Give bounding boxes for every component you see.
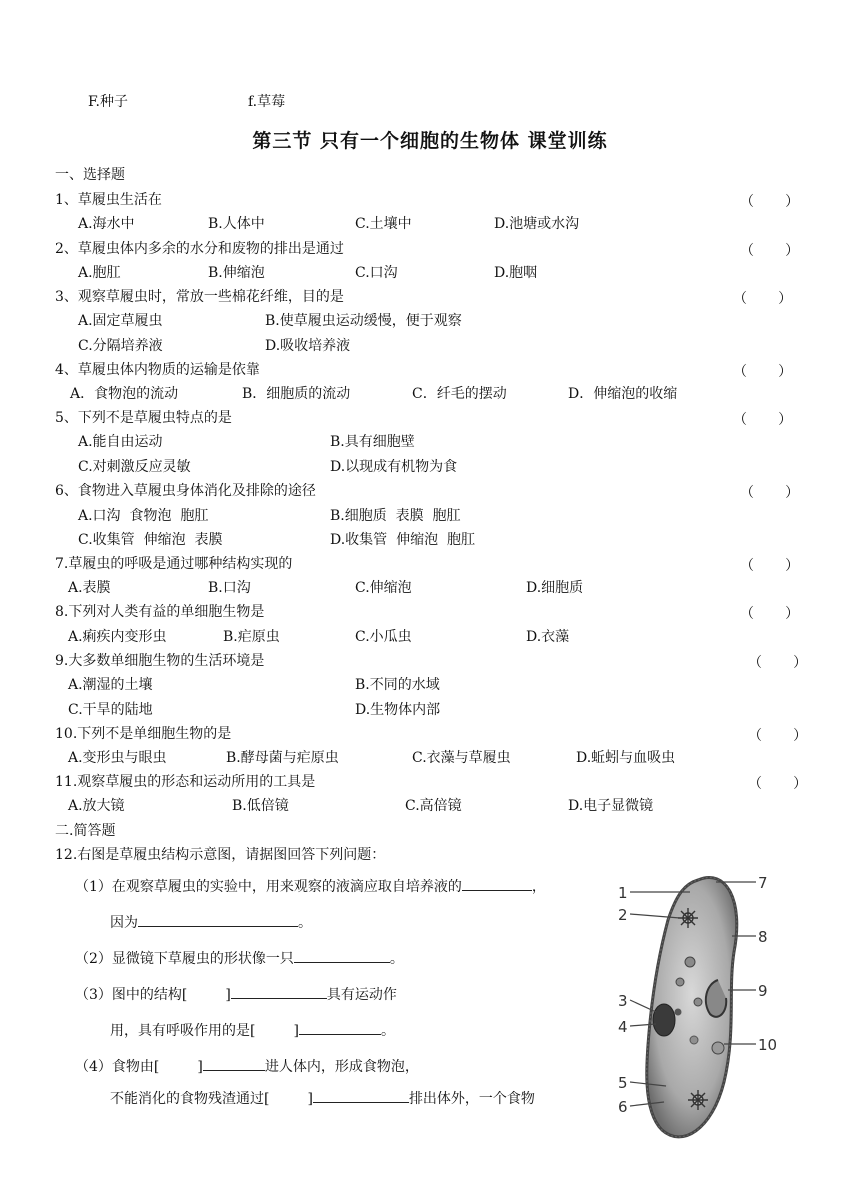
diagram-label-8: 8 [758,928,768,946]
q11-option-c: C.高倍镜 [405,798,462,814]
q4-option-d: D．伸缩泡的收缩 [568,386,678,402]
q12-part1-text: （1）在观察草履虫的实验中，用来观察的液滴应取自培养液的 [75,879,462,895]
q7-option-c: C.伸缩泡 [355,580,412,596]
q12-blank-1b[interactable] [138,912,298,927]
answer-paren-1[interactable]: （ ） [740,194,800,210]
q5-option-d: D.以现成有机物为食 [330,459,458,475]
q12-part1-line1 [75,876,546,896]
q3-option-d: D.吸收培养液 [265,338,351,354]
q9-option-c: C.干旱的陆地 [68,702,153,718]
q12-part3-text: （3）图中的结构[ [75,987,188,1003]
q8-option-b: B.疟原虫 [223,629,280,645]
q12-part4-text: （4）食物由[ [75,1059,160,1075]
q3-option-a: A.固定草履虫 [78,313,163,329]
answer-paren-3[interactable]: （ ） [733,291,793,307]
contractile-vacuole-bottom [688,1090,708,1110]
q3-option-c: C.分隔培养液 [78,338,163,354]
diagram-label-10: 10 [758,1036,778,1054]
answer-paren-8[interactable]: （ ） [740,606,800,622]
q1-option-a: A.海水中 [78,216,135,232]
q5-option-b: B.具有细胞壁 [330,434,415,450]
question-10-stem: 10.下列不是单细胞生物的是 [55,726,232,742]
q9-option-a: A.潮湿的土壤 [68,677,153,693]
q5-option-c: C.对刺激反应灵敏 [78,459,191,475]
q4-option-a: A．食物泡的流动 [70,386,179,402]
question-6-stem: 6、食物进入草履虫身体消化及排除的途径 [55,483,316,499]
question-1-stem: 1、草履虫生活在 [55,192,162,208]
paramecium-diagram [606,862,806,1162]
q9-option-b: B.不同的水域 [355,677,440,693]
answer-paren-11[interactable]: （ ） [748,776,808,792]
q5-option-a: A.能自由运动 [78,434,163,450]
q12-blank-4a[interactable] [203,1056,265,1071]
diagram-label-3: 3 [618,992,628,1010]
option-F-seed: F.种子 [88,94,128,110]
section-choice-heading: 一、选择题 [55,167,125,183]
q12-part1-comma: ， [531,879,546,895]
question-8-stem: 8.下列对人类有益的单细胞生物是 [55,604,265,620]
q12-bracket-close-3b: ] [293,1023,299,1039]
q6-option-d: D.收集管 伸缩泡 胞肛 [330,532,475,548]
q12-part4b-tail: 排出体外，一个食物 [408,1091,535,1107]
section-short-answer-heading: 二.简答题 [55,823,116,839]
question-2-stem: 2、草履虫体内多余的水分和废物的排出是通过 [55,241,344,257]
q1-option-c: C.土壤中 [355,216,412,232]
diagram-label-6: 6 [618,1098,628,1116]
q11-option-a: A.放大镜 [68,798,125,814]
q10-option-d: D.蚯蚓与血吸虫 [576,750,676,766]
q1-option-d: D.池塘或水沟 [494,216,580,232]
q12-part2-text: （2）显微镜下草履虫的形状像一只 [75,951,294,967]
q2-option-b: B.伸缩泡 [208,265,265,281]
diagram-label-5: 5 [618,1074,628,1092]
q10-option-a: A.变形虫与眼虫 [68,750,167,766]
diagram-label-2: 2 [618,906,628,924]
page-title: 第三节 只有一个细胞的生物体 课堂训练 [252,130,608,152]
q12-blank-3b[interactable] [299,1020,381,1035]
option-f-strawberry: f.草莓 [248,94,286,110]
q12-part2-period: 。 [389,951,404,967]
q12-part3-line1 [75,984,397,1004]
q12-part4b-text: 不能消化的食物残渣通过[ [110,1091,270,1107]
diagram-label-4: 4 [618,1018,628,1036]
q3-option-b: B.使草履虫运动缓慢，便于观察 [265,313,462,329]
q12-part3-line2 [110,1020,395,1040]
question-5-stem: 5、下列不是草履虫特点的是 [55,410,232,426]
q10-option-b: B.酵母菌与疟原虫 [226,750,339,766]
q12-part4-line1 [75,1056,419,1076]
q1-option-b: B.人体中 [208,216,265,232]
q12-blank-1a[interactable] [462,876,532,891]
q11-option-b: B.低倍镜 [232,798,289,814]
q4-option-b: B．细胞质的流动 [242,386,351,402]
q12-bracket-close-3a: ] [225,987,231,1003]
q2-option-d: D.胞咽 [494,265,538,281]
q12-part4-tail: 进人体内，形成食物泡， [264,1059,419,1075]
answer-paren-2[interactable]: （ ） [740,243,800,259]
answer-paren-4[interactable]: （ ） [733,364,793,380]
q12-blank-2[interactable] [294,948,390,963]
q10-option-c: C.衣藻与草履虫 [412,750,511,766]
q12-part3b-text: 用，具有呼吸作用的是[ [110,1023,256,1039]
q12-part1-period: 。 [298,915,312,931]
question-12-stem: 12.右图是草履虫结构示意图，请据图回答下列问题： [55,847,386,863]
q7-option-d: D.细胞质 [526,580,584,596]
q8-option-d: D.衣藻 [526,629,570,645]
q12-blank-3a[interactable] [231,984,327,999]
q12-part3-tail: 具有运动作 [326,987,397,1003]
diagram-label-7: 7 [758,874,768,892]
q6-option-b: B.细胞质 表膜 胞肛 [330,508,461,524]
q12-blank-4b[interactable] [313,1088,409,1103]
diagram-label-9: 9 [758,982,768,1000]
q4-option-c: C．纤毛的摆动 [412,386,507,402]
q2-option-a: A.胞肛 [78,265,121,281]
q11-option-d: D.电子显微镜 [568,798,654,814]
question-3-stem: 3、观察草履虫时，常放一些棉花纤维，目的是 [55,289,344,305]
q12-because-text: 因为 [110,915,138,931]
answer-paren-9[interactable]: （ ） [748,655,808,671]
answer-paren-5[interactable]: （ ） [733,412,793,428]
q6-option-a: A.口沟 食物泡 胞肛 [78,508,209,524]
answer-paren-6[interactable]: （ ） [740,485,800,501]
q12-bracket-close-4a: ] [197,1059,203,1075]
macronucleus [653,1004,675,1036]
answer-paren-7[interactable]: （ ） [740,558,800,574]
q12-bracket-close-4b: ] [307,1091,313,1107]
q2-option-c: C.口沟 [355,265,398,281]
question-7-stem: 7.草履虫的呼吸是通过哪种结构实现的 [55,556,293,572]
question-4-stem: 4、草履虫体内物质的运输是依靠 [55,362,260,378]
q12-part2 [75,948,404,968]
q12-part4-line2 [110,1088,535,1108]
q8-option-a: A.痢疾内变形虫 [68,629,167,645]
q6-option-c: C.收集管 伸缩泡 表膜 [78,532,223,548]
q12-part1-line2 [110,912,312,932]
q7-option-b: B.口沟 [208,580,251,596]
q12-part3b-period: 。 [380,1023,395,1039]
q9-option-d: D.生物体内部 [355,702,441,718]
answer-paren-10[interactable]: （ ） [748,728,808,744]
contractile-vacuole-top [678,908,698,928]
question-9-stem: 9.大多数单细胞生物的生活环境是 [55,653,265,669]
diagram-label-1: 1 [618,884,628,902]
q7-option-a: A.表膜 [68,580,111,596]
q8-option-c: C.小瓜虫 [355,629,412,645]
question-11-stem: 11.观察草履虫的形态和运动所用的工具是 [55,774,316,790]
